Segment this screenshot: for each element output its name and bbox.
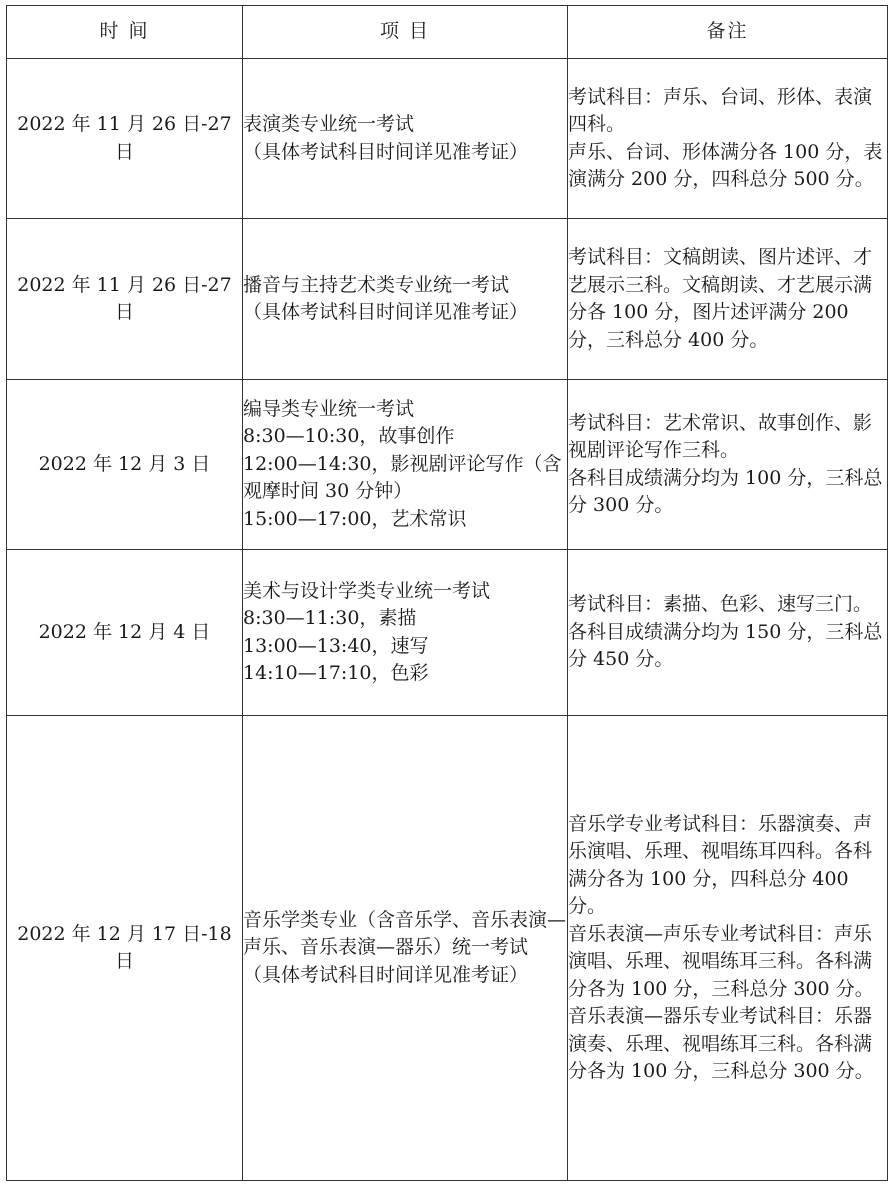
note-line: 各科目成绩满分均为 100 分，三科总分 300 分。 xyxy=(568,466,883,516)
item-line: 8:30—11:30，素描 xyxy=(243,607,417,629)
item-line: 13:00—13:40，速写 xyxy=(243,634,429,657)
item-line: 14:10—17:10，色彩 xyxy=(243,662,429,684)
item-cell xyxy=(243,380,568,550)
item-line: 编导类专业统一考试 xyxy=(243,397,415,420)
note-cell xyxy=(568,219,888,380)
note-line: 音乐表演—器乐专业考试科目：乐器演奏、乐理、视唱练耳三科。各科满分各为 100 分，三科总分 300 分。 xyxy=(568,1005,874,1082)
header-note: 备注 xyxy=(568,6,888,59)
exam-schedule-table xyxy=(6,5,888,1181)
item-cell xyxy=(243,59,568,219)
note-line: 声乐、台词、形体满分各 100 分，表演满分 200 分，四科总分 500 分。 xyxy=(568,140,883,190)
item-cell xyxy=(243,219,568,380)
note-line: 各科目成绩满分均为 150 分，三科总分 450 分。 xyxy=(568,620,883,671)
item-line: 播音与主持艺术类专业统一考试 xyxy=(243,273,510,296)
date-cell: 2022 年 11 月 26 日-27 日 xyxy=(7,59,243,219)
item-line: 8:30—10:30，故事创作 xyxy=(243,425,455,448)
table-row xyxy=(7,716,888,1181)
item-line: 12:00—14:30，影视剧评论写作（含观摩时间 30 分钟） xyxy=(243,452,562,503)
item-cell xyxy=(243,716,568,1181)
note-line: 音乐表演—声乐专业考试科目：声乐演唱、乐理、视唱练耳三科。各科满分各为 100 分，三科总分 300 分。 xyxy=(568,922,874,1000)
item-line: 音乐学类专业（含音乐学、音乐表演—声乐、音乐表演—器乐）统一考试 xyxy=(243,908,567,959)
note-cell xyxy=(568,59,888,219)
table-row xyxy=(7,59,888,219)
note-line: 考试科目：声乐、台词、形体、表演四科。 xyxy=(568,85,873,135)
item-cell xyxy=(243,550,568,716)
header-item: 项 目 xyxy=(243,6,568,59)
note-cell xyxy=(568,550,888,716)
table-header-row xyxy=(7,6,888,59)
date-cell: 2022 年 11 月 26 日-27 日 xyxy=(7,219,243,380)
header-time: 时 间 xyxy=(7,6,243,59)
date-cell: 2022 年 12 月 3 日 xyxy=(7,380,243,550)
note-cell xyxy=(568,380,888,550)
item-line: （具体考试科目时间详见准考证） xyxy=(243,301,529,323)
table-row xyxy=(7,550,888,716)
date-cell: 2022 年 12 月 4 日 xyxy=(7,550,243,716)
item-line: （具体考试科目时间详见准考证） xyxy=(243,963,529,986)
note-line: 考试科目：素描、色彩、速写三门。 xyxy=(568,593,873,616)
item-line: 美术与设计学类专业统一考试 xyxy=(243,579,491,602)
item-line: 表演类专业统一考试 xyxy=(243,113,415,135)
item-line: 15:00—17:00，艺术常识 xyxy=(243,507,467,530)
table-row xyxy=(7,380,888,550)
note-line: 考试科目：艺术常识、故事创作、影视剧评论写作三科。 xyxy=(568,411,873,461)
date-cell: 2022 年 12 月 17 日-18 日 xyxy=(7,716,243,1181)
note-line: 音乐学专业考试科目：乐器演奏、声乐演唱、乐理、视唱练耳四科。各科满分各为 100 分，四科总分 400 分。 xyxy=(568,812,873,917)
table-row xyxy=(7,219,888,380)
note-cell xyxy=(568,716,888,1181)
note-line: 考试科目：文稿朗读、图片述评、才艺展示三科。文稿朗读、才艺展示满分各 100 分，图片述评满分 200 分，三科总分 400 分。 xyxy=(568,246,873,351)
item-line: （具体考试科目时间详见准考证） xyxy=(243,140,529,163)
